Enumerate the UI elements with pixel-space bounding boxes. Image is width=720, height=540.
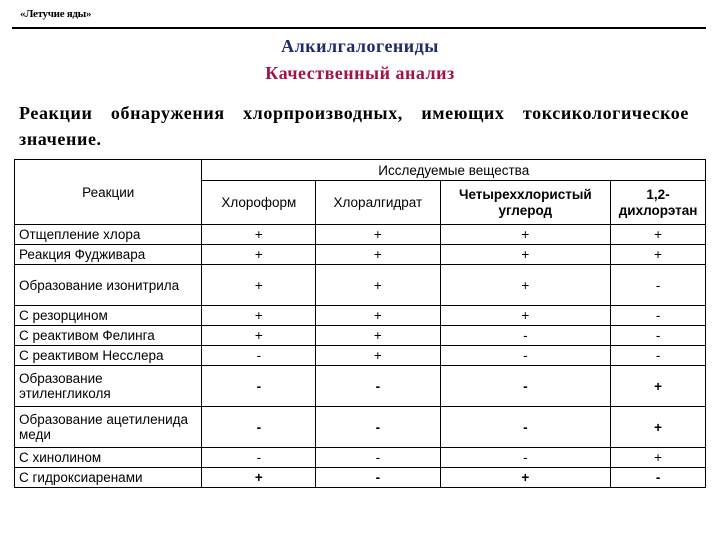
result-cell: + — [440, 306, 611, 326]
table-row — [15, 306, 706, 326]
substances-group-header: Исследуемые вещества — [202, 160, 706, 181]
result-cell: - — [440, 407, 611, 448]
result-cell: + — [316, 265, 440, 306]
table-row — [15, 245, 706, 265]
reaction-name-cell: Отщепление хлора — [15, 225, 202, 245]
result-cell: - — [611, 326, 706, 346]
reaction-name-cell: С гидроксиаренами — [15, 468, 202, 488]
reactions-column-header: Реакции — [15, 160, 202, 225]
reaction-name-cell: Образование изонитрила — [15, 265, 202, 306]
reaction-name-cell: С реактивом Несслера — [15, 346, 202, 366]
result-cell: - — [440, 346, 611, 366]
intro-paragraph: Реакции обнаружения хлорпроизводных, имеющих токсикологическое значение. — [19, 103, 689, 149]
table-row — [15, 366, 706, 407]
result-cell: - — [316, 448, 440, 468]
table-row — [15, 346, 706, 366]
table-row — [15, 448, 706, 468]
result-cell: - — [316, 468, 440, 488]
result-cell: - — [611, 306, 706, 326]
result-cell: + — [316, 245, 440, 265]
result-cell: + — [440, 225, 611, 245]
result-cell: - — [440, 448, 611, 468]
result-cell: + — [202, 225, 316, 245]
table-row — [15, 225, 706, 245]
slide-header-label: «Летучие яды» — [20, 8, 92, 20]
table-row — [15, 407, 706, 448]
reaction-name-cell: Образование ацетиленида меди — [15, 407, 202, 448]
reactions-table — [14, 159, 706, 488]
result-cell: + — [440, 245, 611, 265]
result-cell: - — [202, 346, 316, 366]
result-cell: - — [440, 366, 611, 407]
slide-subtitle: Качественный анализ — [265, 63, 455, 83]
result-cell: + — [316, 306, 440, 326]
result-cell: + — [202, 306, 316, 326]
result-cell: - — [611, 468, 706, 488]
result-cell: - — [611, 346, 706, 366]
result-cell: + — [202, 468, 316, 488]
result-cell: + — [440, 468, 611, 488]
result-cell: - — [316, 366, 440, 407]
result-cell: + — [316, 326, 440, 346]
reaction-name-cell: С хинолином — [15, 448, 202, 468]
result-cell: + — [316, 225, 440, 245]
result-cell: - — [202, 448, 316, 468]
result-cell: + — [611, 448, 706, 468]
substance-header: 1,2-дихлорэтан — [611, 181, 706, 225]
table-row — [15, 326, 706, 346]
table-row — [15, 468, 706, 488]
result-cell: + — [440, 265, 611, 306]
result-cell: + — [202, 245, 316, 265]
result-cell: + — [611, 366, 706, 407]
result-cell: + — [316, 346, 440, 366]
result-cell: - — [316, 407, 440, 448]
result-cell: - — [440, 326, 611, 346]
result-cell: - — [202, 366, 316, 407]
reaction-name-cell: С резорцином — [15, 306, 202, 326]
substance-header: Четыреххлористый углерод — [440, 181, 611, 225]
result-cell: + — [202, 265, 316, 306]
reaction-name-cell: Образование этиленгликоля — [15, 366, 202, 407]
header-divider — [12, 27, 706, 29]
reaction-name-cell: Реакция Фудживара — [15, 245, 202, 265]
slide-title: Алкилгалогениды — [281, 36, 439, 56]
result-cell: - — [611, 265, 706, 306]
substance-header: Хлороформ — [202, 181, 316, 225]
result-cell: - — [202, 407, 316, 448]
reaction-name-cell: С реактивом Фелинга — [15, 326, 202, 346]
result-cell: + — [611, 407, 706, 448]
table-row — [15, 265, 706, 306]
result-cell: + — [611, 245, 706, 265]
result-cell: + — [611, 225, 706, 245]
substance-header: Хлоралгидрат — [316, 181, 440, 225]
result-cell: + — [202, 326, 316, 346]
